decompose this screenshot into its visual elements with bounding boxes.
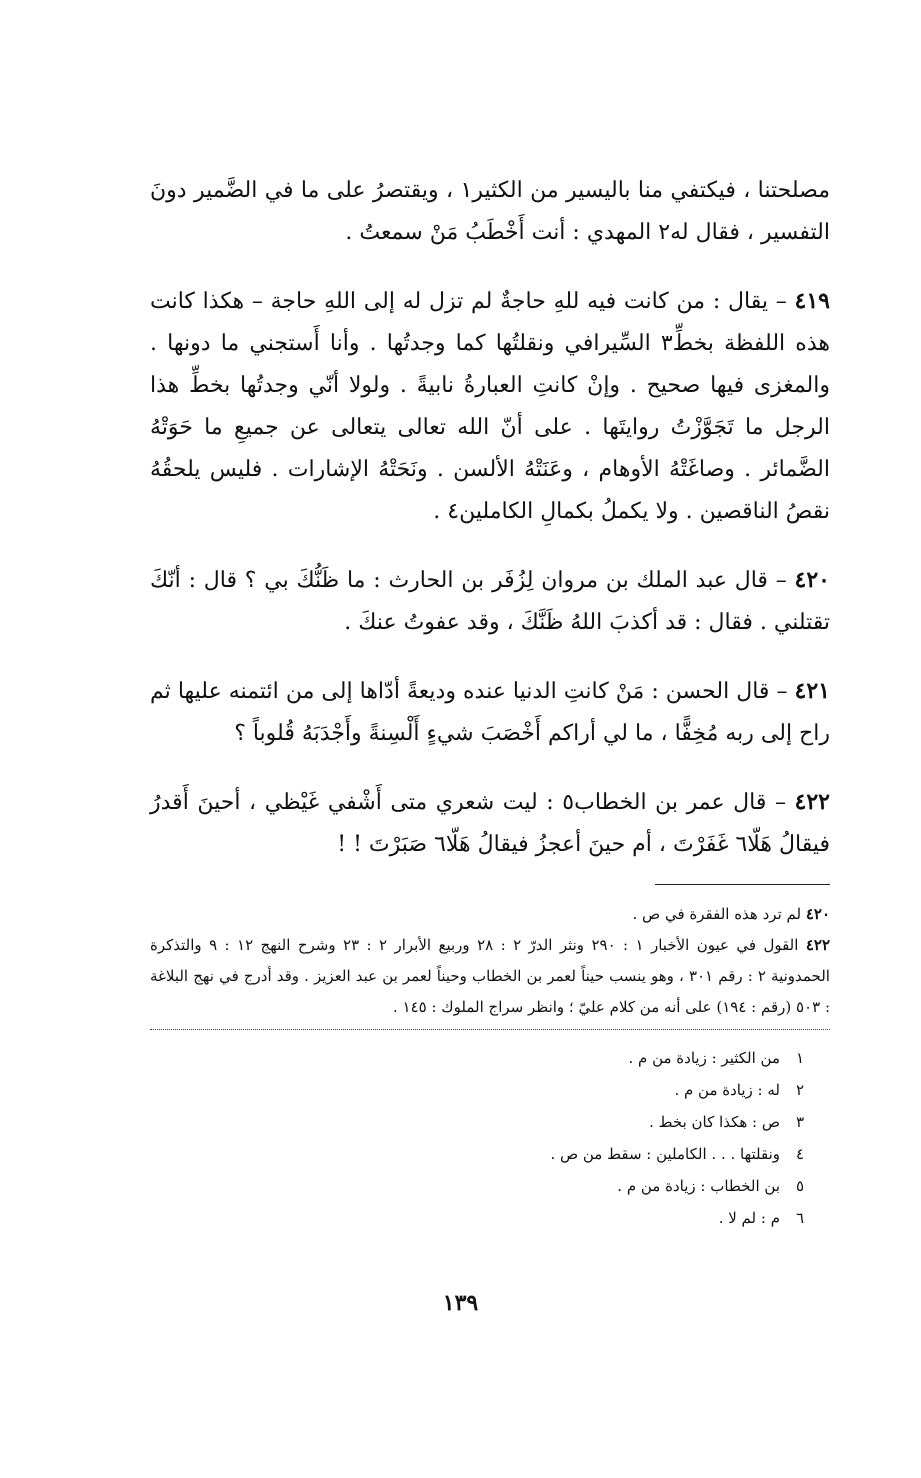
commentary-notes — [150, 899, 830, 1023]
note-422 — [150, 930, 830, 1023]
footnote-item — [150, 1138, 804, 1170]
footnote-text: بن الخطاب : زيادة من م . — [617, 1177, 780, 1195]
footnote-item — [150, 1074, 804, 1106]
note-text: لم ترد هذه الفقرة في ص . — [632, 905, 806, 923]
footnote-number: ٤ — [795, 1145, 804, 1163]
note-text: القول في عيون الأخبار ١ : ٢٩٠ ونثر الدرّ ٢ : ٢٨ وربيع الأبرار ٢ : ٢٣ وشرح النهج ١٢ : ٩ والتذكرة الحمدونية ٢ : رقم ٣٠١ ، وهو ينسب حيناً لعمر بن الخطاب وحيناً لعمر بن عبد العزيز . وقد أدرج في نهج البلاغة : ٥٠٣ (رقم : ١٩٤) على أنه من كلام عليّ ؛ وانظر سراج الملوك : ١٤٥ . — [150, 936, 830, 1016]
footnote-text: من الكثير : زيادة من م . — [628, 1049, 780, 1067]
footnote-number: ٣ — [795, 1113, 804, 1131]
paragraph-421 — [150, 670, 830, 755]
footnote-item — [150, 1202, 804, 1234]
intro-line-1: مصلحتنا ، فيكتفي منا باليسير من الكثير١ ، ويقتصرُ على ما في الضَّمير دونَ — [150, 178, 831, 203]
paragraph-text: – قال عبد الملك بن مروان لِزُفَر بن الحارث : ما ظَنُّكَ بي ؟ قال : أنّكَ تقتلني . فقال : قد أكذبَ اللهُ ظَنَّكَ ، وقد عفوتُ عنكَ . — [150, 568, 830, 635]
page-number: ١٣٩ — [442, 1290, 479, 1316]
footnote-text: ونقلتها . . . الكاملين : سقط من ص . — [550, 1145, 780, 1163]
paragraph-number: ٤١٩ — [794, 288, 830, 314]
footnote-number: ٥ — [795, 1177, 804, 1195]
paragraph-420 — [150, 559, 830, 644]
book-page — [150, 170, 830, 1234]
paragraph-text: – يقال : من كانت فيه للهِ حاجةٌ لم تزل له إلى اللهِ حاجة – هكذا كانت هذه اللفظة بخطِّ٣ السِّيرافي ونقلتُها كما وجدتُها . وأنا أَستجني ما دونها . والمغزى فيها صحيح . وإنْ كانتِ العبارةُ نابيةً . ولولا أنّي وجدتُها بخطِّ هذا الرجل ما تَجَوَّزْتُ روايتَها . على أنّ الله تعالى يتعالى عن جميعِ ما حَوَتْهُ الضَّمائر . وصاغَتْهُ الأوهام ، وعَنَتْهُ الألسن . ونَحَتْهُ الإشارات . فليس يلحقُهُ نقصُ الناقصين . ولا يكملُ بكمالِ الكاملين٤ . — [150, 289, 830, 524]
note-number: ٤٢٠ — [805, 905, 830, 923]
paragraph-number: ٤٢١ — [794, 678, 830, 704]
footnote-number: ٢ — [795, 1081, 804, 1099]
footnote-item — [150, 1170, 804, 1202]
footnote-text: له : زيادة من م . — [674, 1081, 780, 1099]
notes-separator — [655, 884, 830, 885]
note-420 — [150, 899, 830, 930]
paragraph-number: ٤٢٢ — [794, 789, 830, 815]
paragraph-text: – قال عمر بن الخطاب٥ : ليت شعري متى أَشْفي غَيْظي ، أحينَ أَقدرُ فيقالُ هَلّا٦ غَفَرْتَ ، أم حينَ أعجزُ فيقالُ هَلّا٦ صَبَرْتَ ! ! — [150, 790, 830, 857]
footnote-item — [150, 1106, 804, 1138]
intro-line-2: التفسير ، فقال له٢ المهدي : أنت أَخْطَبُ مَنْ سمعتُ . — [345, 220, 830, 245]
footnote-list — [150, 1042, 830, 1234]
footnote-number: ١ — [795, 1049, 804, 1067]
paragraph-text: – قال الحسن : مَنْ كانتِ الدنيا عنده وديعةً أدّاها إلى من ائتمنه عليها ثم راح إلى ربه مُخِفًّا ، ما لي أراكم أَخْصَبَ شيءٍ أَلْسِنةً وأَجْدَبَهُ قُلوباً ؟ — [150, 679, 830, 746]
intro-paragraph — [150, 170, 830, 254]
note-number: ٤٢٢ — [805, 936, 831, 954]
footnote-item — [150, 1042, 804, 1074]
footnote-text: ص : هكذا كان بخط . — [649, 1113, 780, 1131]
footnotes-separator — [150, 1029, 830, 1030]
main-text — [150, 170, 830, 866]
paragraph-number: ٤٢٠ — [794, 567, 830, 593]
paragraph-419 — [150, 280, 830, 533]
paragraph-422 — [150, 781, 830, 866]
footnote-text: م : لم لا . — [718, 1209, 780, 1227]
footnote-number: ٦ — [795, 1209, 804, 1227]
